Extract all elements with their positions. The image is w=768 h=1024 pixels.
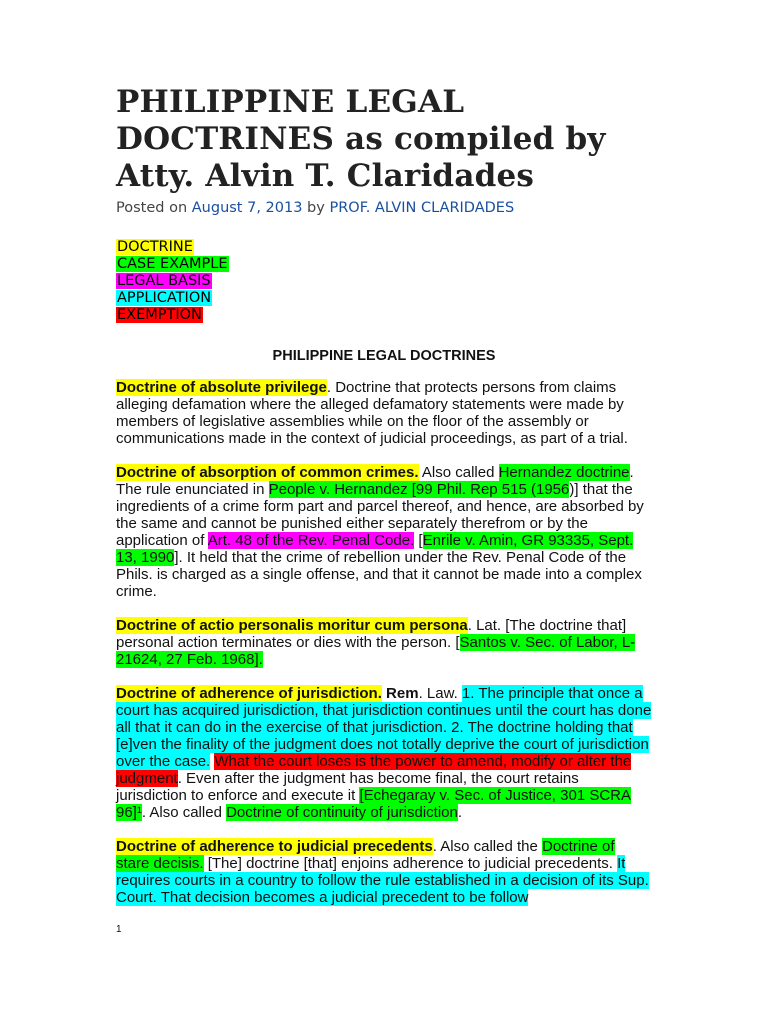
paragraph-text: . Doctrine that protects persons from claims alleging defamation where the alleged defamatory statements were made by members of legislative assemblies while on the floor of the assembly or communications made in the context of judicial proceedings, as part of a trial.	[116, 379, 628, 447]
doctrine-list	[116, 379, 652, 906]
by-label: by	[302, 200, 330, 216]
color-legend	[116, 239, 652, 324]
doctrine-paragraph	[116, 464, 652, 600]
paragraph-text: ]. It held that the crime of rebellion under the Rev. Penal Code of the Phils. is charged as a single offense, and that it cannot be made into a complex crime.	[116, 549, 642, 600]
legend-exemption: EXEMPTION	[117, 307, 202, 323]
doctrine-term: Doctrine of actio personalis moritur cum persona	[116, 617, 468, 634]
paragraph-text: . Even after the judgment has become final, the court retains jurisdiction to enforce and execute it	[116, 770, 579, 804]
post-date-link[interactable]: August 7, 2013	[191, 200, 303, 216]
page-title: PHILIPPINE LEGAL DOCTRINES as compiled by Atty. Alvin T. Claridades	[116, 84, 606, 194]
doctrine-paragraph	[116, 379, 652, 447]
paragraph-text: [The] doctrine [that] enjoins adherence to judicial precedents.	[203, 855, 618, 872]
paragraph-text: [	[414, 532, 423, 549]
highlighted-text: 1. The principle that once a court has acquired jurisdiction, that jurisdiction continues until the court has done all that it can do in the exercise of that jurisdiction. 2. The doctrine holding that [e]ven the finality of the judgment does not totally deprive the court of jurisdiction over the case.	[116, 685, 652, 770]
paragraph-text: . Also called	[141, 804, 227, 821]
highlighted-text: Hernandez doctrine	[498, 464, 630, 481]
document-page	[116, 84, 652, 906]
doctrine-term: Rem	[381, 685, 419, 702]
paragraph-text: )] that the ingredients of a crime form part and parcel thereof, and hence, are absorbed by the same and cannot be punished either separately therefrom or by the application of	[116, 481, 644, 549]
doctrine-paragraph	[116, 617, 652, 668]
paragraph-text: . The rule enunciated in	[116, 464, 634, 498]
highlighted-text: People v. Hernandez [99 Phil. Rep 515 (1956	[268, 481, 570, 498]
doctrine-term: Doctrine of adherence to judicial precedents	[116, 838, 433, 855]
section-heading: PHILIPPINE LEGAL DOCTRINES	[272, 348, 496, 364]
doctrine-paragraph	[116, 685, 652, 821]
paragraph-text: . Lat. [The doctrine that] personal action terminates or dies with the person. [	[116, 617, 627, 651]
highlighted-text: [Echegaray v. Sec. of Justice, 301 SCRA 96]¹	[116, 787, 632, 821]
legend-doctrine: DOCTRINE	[117, 239, 193, 255]
paragraph-text: Also called	[418, 464, 499, 481]
author-link[interactable]: PROF. ALVIN CLARIDADES	[329, 200, 515, 216]
doctrine-term: Doctrine of absorption of common crimes.	[116, 464, 419, 481]
posted-on-label: Posted on	[116, 200, 192, 216]
highlighted-text: Santos v. Sec. of Labor, L-21624, 27 Feb. 1968].	[116, 634, 636, 668]
legend-application: APPLICATION	[117, 290, 212, 306]
paragraph-text: . Law.	[418, 685, 462, 702]
highlighted-text: It requires courts in a country to follow the rule established in a decision of its Sup. Court. That decision becomes a judicial precedent to be follow	[116, 855, 649, 906]
legend-legal-basis: LEGAL BASIS	[117, 273, 211, 289]
highlighted-text: Art. 48 of the Rev. Penal Code.	[207, 532, 415, 549]
highlighted-text: Doctrine of continuity of jurisdiction	[226, 804, 458, 821]
page-number: 1	[116, 924, 122, 935]
highlighted-text: What the court loses is the power to amend, modify or alter the judgment	[116, 753, 632, 787]
doctrine-paragraph	[116, 838, 652, 906]
doctrine-term: Doctrine of adherence of jurisdiction.	[116, 685, 382, 702]
doctrine-term: Doctrine of absolute privilege	[116, 379, 327, 396]
legend-case-example: CASE EXAMPLE	[117, 256, 228, 272]
paragraph-text: .	[457, 804, 463, 821]
highlighted-text: Doctrine of stare decisis.	[116, 838, 615, 872]
highlighted-text: Enrile v. Amin, GR 93335, Sept. 13, 1990	[116, 532, 634, 566]
post-meta	[116, 199, 652, 217]
paragraph-text: . Also called the	[432, 838, 542, 855]
